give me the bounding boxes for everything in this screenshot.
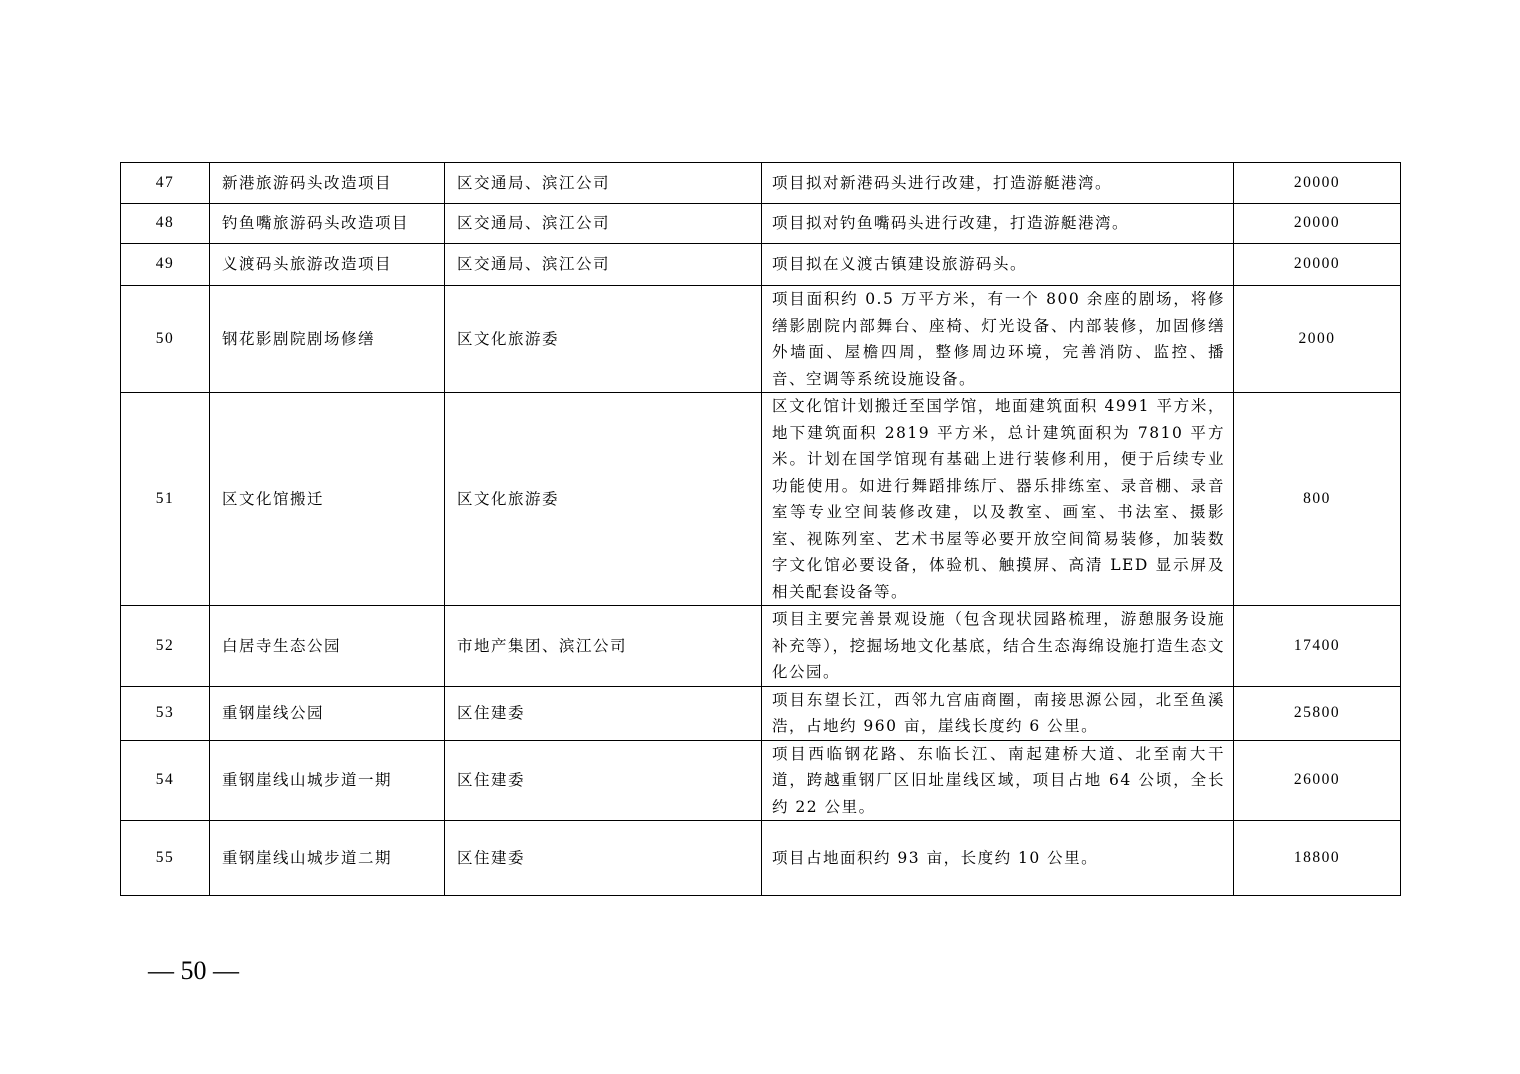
table-row xyxy=(121,821,1401,896)
table-row xyxy=(121,606,1401,687)
table-row xyxy=(121,204,1401,244)
investment-amount: 18800 xyxy=(1234,821,1401,896)
project-name: 钓鱼嘴旅游码头改造项目 xyxy=(210,204,445,244)
investment-amount: 20000 xyxy=(1234,244,1401,286)
responsible-unit: 区文化旅游委 xyxy=(445,393,762,606)
responsible-unit: 区文化旅游委 xyxy=(445,286,762,393)
investment-amount: 2000 xyxy=(1234,286,1401,393)
responsible-unit: 市地产集团、滨江公司 xyxy=(445,606,762,687)
project-table xyxy=(120,162,1401,896)
row-number: 55 xyxy=(121,821,210,896)
project-name: 钢花影剧院剧场修缮 xyxy=(210,286,445,393)
investment-amount: 20000 xyxy=(1234,204,1401,244)
investment-amount: 26000 xyxy=(1234,740,1401,821)
project-description: 项目面积约 0.5 万平方米，有一个 800 余座的剧场，将修缮影剧院内部舞台、座椅、灯光设备、内部装修，加固修缮外墙面、屋檐四周，整修周边环境，完善消防、监控、播音、空调等系统设施设备。 xyxy=(762,286,1234,393)
project-description: 项目主要完善景观设施（包含现状园路梳理，游憩服务设施补充等），挖掘场地文化基底，结合生态海绵设施打造生态文化公园。 xyxy=(762,606,1234,687)
project-name: 重钢崖线山城步道二期 xyxy=(210,821,445,896)
responsible-unit: 区交通局、滨江公司 xyxy=(445,163,762,204)
project-description: 项目拟对新港码头进行改建，打造游艇港湾。 xyxy=(762,163,1234,204)
row-number: 52 xyxy=(121,606,210,687)
responsible-unit: 区交通局、滨江公司 xyxy=(445,244,762,286)
row-number: 53 xyxy=(121,686,210,740)
responsible-unit: 区交通局、滨江公司 xyxy=(445,204,762,244)
row-number: 48 xyxy=(121,204,210,244)
project-name: 重钢崖线公园 xyxy=(210,686,445,740)
project-name: 新港旅游码头改造项目 xyxy=(210,163,445,204)
project-description: 项目东望长江，西邻九宫庙商圈，南接思源公园，北至鱼溪浩，占地约 960 亩，崖线长度约 6 公里。 xyxy=(762,686,1234,740)
responsible-unit: 区住建委 xyxy=(445,740,762,821)
table-row xyxy=(121,740,1401,821)
project-name: 白居寺生态公园 xyxy=(210,606,445,687)
row-number: 49 xyxy=(121,244,210,286)
table-row xyxy=(121,686,1401,740)
investment-amount: 20000 xyxy=(1234,163,1401,204)
row-number: 51 xyxy=(121,393,210,606)
table-row xyxy=(121,286,1401,393)
responsible-unit: 区住建委 xyxy=(445,821,762,896)
investment-amount: 800 xyxy=(1234,393,1401,606)
table-row xyxy=(121,163,1401,204)
row-number: 50 xyxy=(121,286,210,393)
table-row xyxy=(121,393,1401,606)
project-name: 区文化馆搬迁 xyxy=(210,393,445,606)
table-row xyxy=(121,244,1401,286)
investment-amount: 17400 xyxy=(1234,606,1401,687)
page-number: — 50 — xyxy=(148,956,239,985)
project-description: 项目西临钢花路、东临长江、南起建桥大道、北至南大干道，跨越重钢厂区旧址崖线区域，项目占地 64 公顷，全长约 22 公里。 xyxy=(762,740,1234,821)
responsible-unit: 区住建委 xyxy=(445,686,762,740)
project-description: 区文化馆计划搬迁至国学馆，地面建筑面积 4991 平方米，地下建筑面积 2819 平方米，总计建筑面积为 7810 平方米。计划在国学馆现有基础上进行装修利用，便于后续专业功能使用。如进行舞蹈排练厅、器乐排练室、录音棚、录音室等专业空间装修改建，以及教室、画室、书法室、摄影室、视陈列室、艺术书屋等必要开放空间简易装修，加装数字文化馆必要设备，体验机、触摸屏、高清 LED 显示屏及相关配套设备等。 xyxy=(762,393,1234,606)
project-description: 项目拟对钓鱼嘴码头进行改建，打造游艇港湾。 xyxy=(762,204,1234,244)
project-name: 重钢崖线山城步道一期 xyxy=(210,740,445,821)
project-description: 项目占地面积约 93 亩，长度约 10 公里。 xyxy=(762,821,1234,896)
project-name: 义渡码头旅游改造项目 xyxy=(210,244,445,286)
investment-amount: 25800 xyxy=(1234,686,1401,740)
row-number: 47 xyxy=(121,163,210,204)
project-description: 项目拟在义渡古镇建设旅游码头。 xyxy=(762,244,1234,286)
row-number: 54 xyxy=(121,740,210,821)
